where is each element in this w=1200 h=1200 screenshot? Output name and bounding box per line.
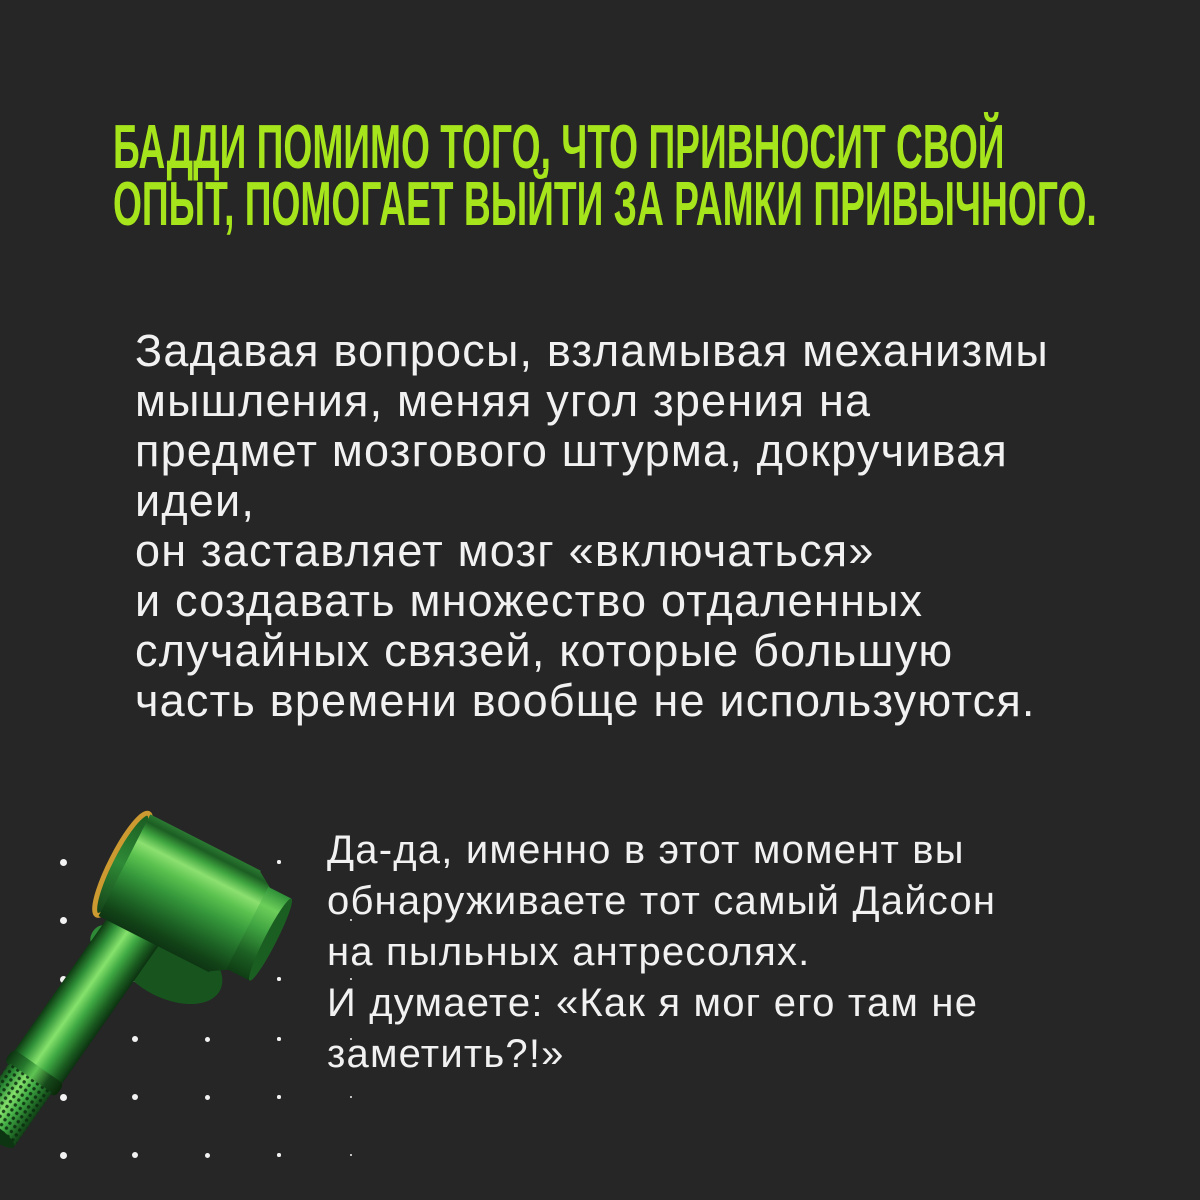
caption-line: Да-да, именно в этот момент вы: [327, 828, 965, 872]
body-line: идеи,: [135, 475, 256, 526]
caption-line: обнаруживаете тот самый Дайсон: [327, 879, 997, 923]
slide-title-line-2: ОПЫТ, ПОМОГАЕТ ВЫЙТИ ЗА РАМКИ ПРИВЫЧНОГО.: [113, 170, 1097, 239]
body-line: мышления, меняя угол зрения на: [135, 375, 872, 426]
caption-line: И думаете: «Как я мог его там не: [327, 981, 979, 1025]
slide-title-line-1: БАДДИ ПОМИМО ТОГО, ЧТО ПРИВНОСИТ СВОЙ: [113, 113, 1005, 182]
slide-title: [113, 113, 1200, 239]
body-line: он заставляет мозг «включаться»: [135, 525, 875, 576]
body-paragraph: [135, 326, 1049, 726]
caption-line: заметить?!»: [327, 1032, 565, 1076]
body-line: предмет мозгового штурма, докручивая: [135, 425, 1008, 476]
body-line: и создавать множество отдаленных: [135, 575, 924, 626]
caption-paragraph: [327, 825, 996, 1080]
body-line: случайных связей, которые большую: [135, 625, 954, 676]
body-line: часть времени вообще не используются.: [135, 675, 1036, 726]
body-line: Задавая вопросы, взламывая механизмы: [135, 325, 1049, 376]
caption-line: на пыльных антресолях.: [327, 930, 811, 974]
